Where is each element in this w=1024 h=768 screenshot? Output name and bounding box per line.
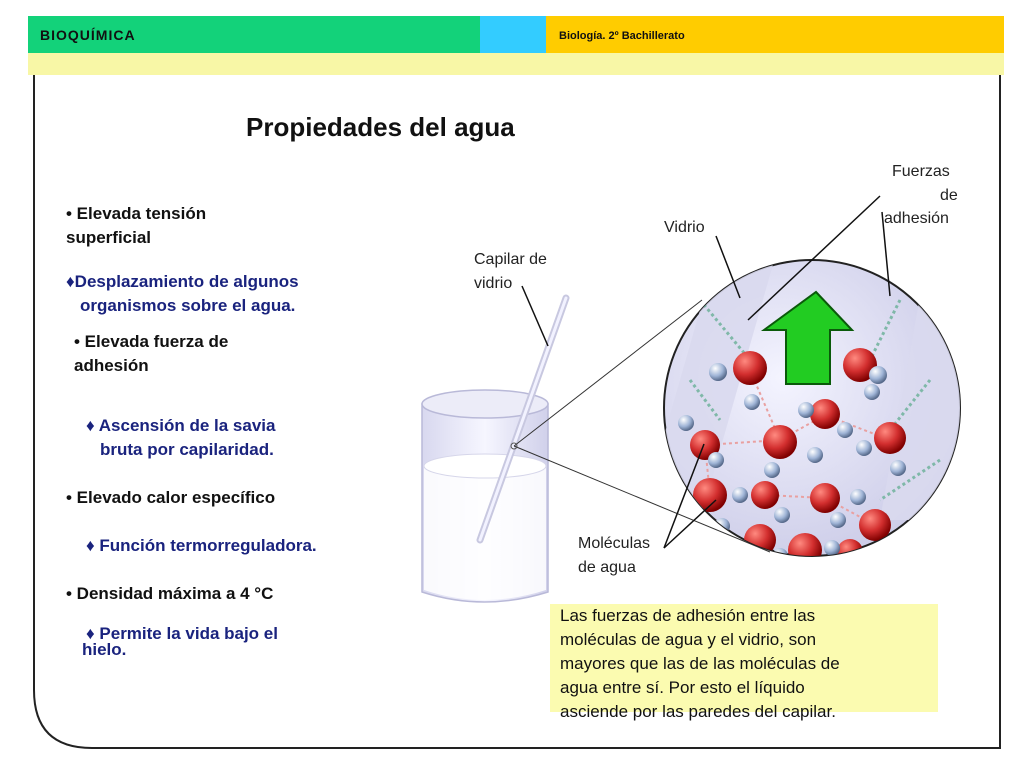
label-moleculas-line2: de agua — [578, 559, 636, 576]
property-2-line2: adhesión — [74, 356, 149, 375]
property-4-sub-line2: hielo. — [82, 640, 127, 659]
label-capilar-line2: vidrio — [474, 275, 513, 292]
beaker-illustration — [422, 390, 548, 602]
header-course: Biología. 2º Bachillerato — [559, 30, 685, 42]
property-2-sub-line1: ♦ Ascensión de la savia — [86, 416, 276, 435]
page-title: Propiedades del agua — [246, 112, 515, 142]
note-line: Las fuerzas de adhesión entre las — [560, 606, 816, 625]
property-1-line2: superficial — [66, 228, 152, 247]
property-1-sub-line1: ♦Desplazamiento de algunos — [66, 272, 299, 291]
note-line: agua entre sí. Por esto el líquido — [560, 678, 805, 697]
property-4-sub-line1: ♦ Permite la vida bajo el — [86, 624, 278, 643]
property-2-sub-line2: bruta por capilaridad. — [100, 440, 274, 459]
label-capilar-line1: Capilar de — [474, 251, 547, 268]
property-1-sub-line2: organismos sobre el agua. — [80, 296, 296, 315]
property-3-line1: • Elevado calor específico — [66, 488, 276, 507]
magnified-view — [640, 240, 980, 567]
property-1-line1: • Elevada tensión — [66, 204, 207, 223]
explanation-note — [550, 604, 938, 721]
label-fuerzas-line3: adhesión — [884, 210, 949, 227]
note-line: moléculas de agua y el vidrio, son — [560, 630, 817, 649]
header-subject: BIOQUÍMICA — [40, 27, 136, 43]
label-moleculas-line1: Moléculas — [578, 535, 651, 552]
label-fuerzas-line1: Fuerzas — [892, 163, 950, 180]
property-4-line1: • Densidad máxima a 4 °C — [66, 584, 274, 603]
label-fuerzas-line2: de — [940, 187, 958, 204]
note-line: asciende por las paredes del capilar. — [560, 702, 836, 721]
property-3-sub-line1: ♦ Función termorreguladora. — [86, 536, 317, 555]
note-line: mayores que las de las moléculas de — [560, 654, 840, 673]
label-vidrio: Vidrio — [664, 219, 705, 236]
property-2-line1: • Elevada fuerza de — [74, 332, 229, 351]
